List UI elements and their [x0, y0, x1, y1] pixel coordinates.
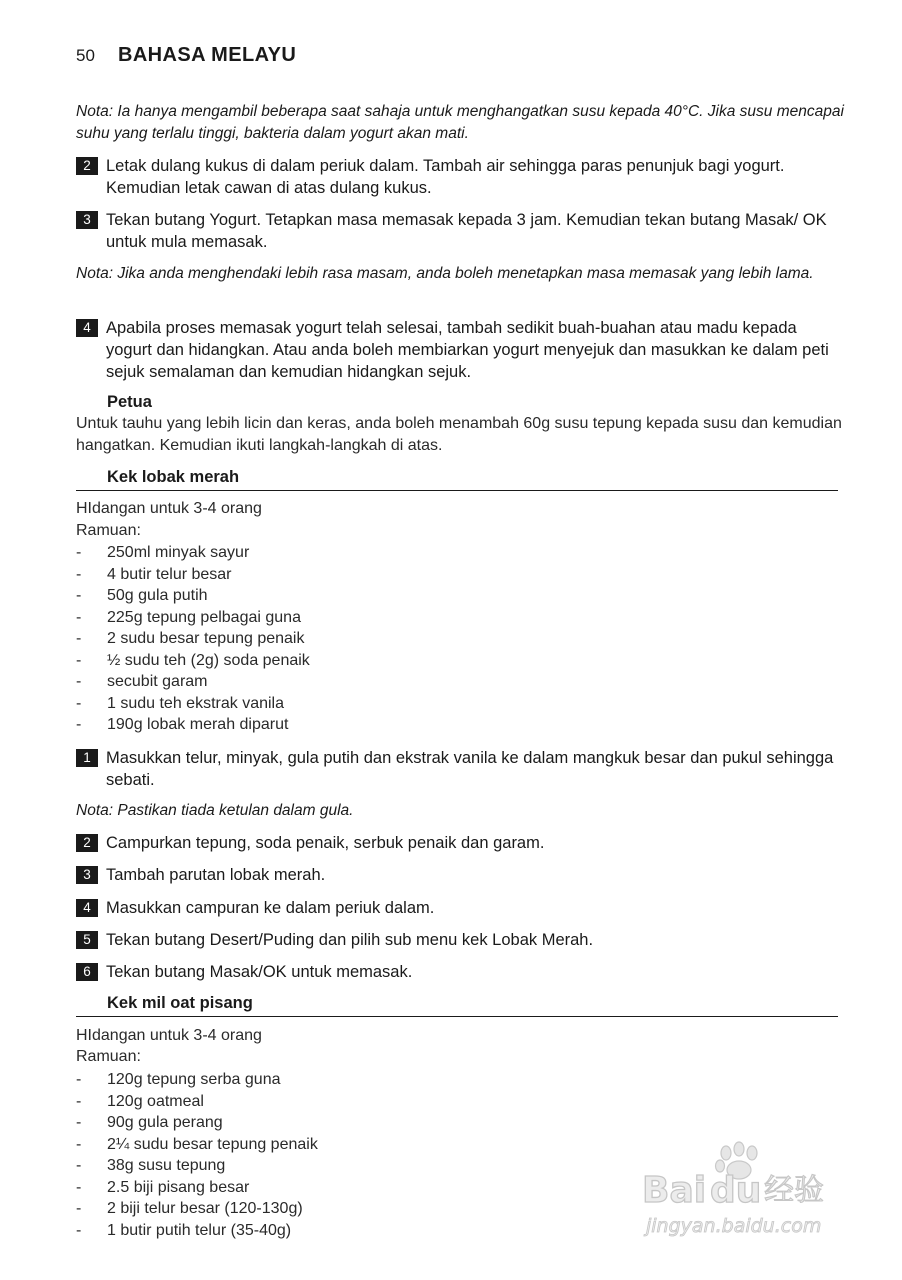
oat-cake-ingredients-label: Ramuan: — [76, 1048, 141, 1065]
step-number-badge: 3 — [76, 211, 98, 229]
watermark-brand-text: Bai — [642, 1170, 707, 1211]
list-dash: - — [76, 587, 82, 604]
list-dash: - — [76, 565, 82, 583]
step-text: Tekan butang Yogurt. Tetapkan masa memasak kepada 3 jam. Kemudian tekan butang Masak/ OK untuk mula memasak. — [106, 211, 827, 251]
carrot-cake-step-2 — [76, 832, 846, 854]
ingredient-text: 250ml minyak sayur — [107, 544, 250, 561]
section-divider — [76, 1016, 838, 1017]
baidu-jingyan-watermark — [640, 1140, 850, 1240]
step-text: Campurkan tepung, soda penaik, serbuk penaik dan garam. — [106, 834, 545, 852]
carrot-cake-servings: HIdangan untuk 3-4 orang — [76, 500, 262, 517]
list-dash: - — [76, 1178, 82, 1196]
watermark-url: jingyan.baidu.com — [646, 1215, 822, 1237]
list-dash: - — [76, 1071, 82, 1088]
ingredient-text: 120g oatmeal — [107, 1092, 204, 1110]
step-text: Masukkan telur, minyak, gula putih dan ekstrak vanila ke dalam mangkuk besar dan pukul sehingga sebati. — [106, 749, 834, 789]
watermark-cn-text: 经验 — [764, 1173, 824, 1208]
ingredient-text: 38g susu tepung — [107, 1157, 226, 1174]
step-number-badge: 1 — [76, 749, 98, 767]
step-text: Apabila proses memasak yogurt telah selesai, tambah sedikit buah-buahan atau madu kepada yogurt dan hidangkan. Atau anda boleh membiarkan yogurt menyejuk dan masukkan ke dalam peti sejuk semalaman dan kemudian hidangkan sejuk. — [106, 319, 829, 381]
section-heading-oat-cake: Kek mil oat pisang — [107, 994, 253, 1012]
step-number-badge: 4 — [76, 899, 98, 917]
list-dash: - — [76, 1114, 82, 1131]
ingredient-text: 50g gula putih — [107, 587, 208, 604]
step-text: Tekan butang Masak/OK untuk memasak. — [106, 963, 413, 981]
section-divider — [76, 490, 838, 491]
step-number-badge: 4 — [76, 319, 98, 337]
list-dash: - — [76, 651, 82, 669]
ingredient-text: 2 sudu besar tepung penaik — [107, 630, 305, 647]
carrot-cake-step-6 — [76, 961, 846, 983]
ingredient-text: 120g tepung serba guna — [107, 1071, 281, 1088]
step-text: Tekan butang Desert/Puding dan pilih sub menu kek Lobak Merah. — [106, 931, 594, 949]
list-dash: - — [76, 716, 82, 733]
watermark-brand-text-2: du — [710, 1170, 762, 1211]
tip-heading: Petua — [107, 393, 152, 411]
page-title: BAHASA MELAYU — [118, 44, 297, 66]
carrot-cake-step-4 — [76, 897, 846, 919]
ingredient-text: 2.5 biji pisang besar — [107, 1178, 250, 1196]
ingredient-text: ½ sudu teh (2g) soda penaik — [107, 651, 310, 669]
list-dash: - — [76, 673, 82, 690]
yogurt-step-4 — [76, 317, 846, 383]
list-dash: - — [76, 1200, 82, 1217]
list-dash: - — [76, 1157, 82, 1174]
list-dash: - — [76, 694, 82, 712]
carrot-cake-ingredients-label: Ramuan: — [76, 522, 141, 539]
ingredient-text: 225g tepung pelbagai guna — [107, 608, 301, 626]
carrot-cake-step-5 — [76, 929, 846, 951]
list-dash: - — [76, 544, 82, 561]
oat-cake-servings: HIdangan untuk 3-4 orang — [76, 1027, 262, 1044]
ingredient-text: 190g lobak merah diparut — [107, 716, 289, 733]
step-text: Masukkan campuran ke dalam periuk dalam. — [106, 899, 435, 917]
yogurt-note-temperature: Nota: Ia hanya mengambil beberapa saat sahaja untuk menghangatkan susu kepada 40°C. Jika susu mencapai suhu yang terlalu tinggi, bakteria dalam yogurt akan mati. — [76, 103, 844, 142]
step-number-badge: 2 — [76, 157, 98, 175]
list-dash: - — [76, 1135, 82, 1153]
step-text: Letak dulang kukus di dalam periuk dalam. Tambah air sehingga paras penunjuk bagi yogurt. Kemudian letak cawan di atas dulang kukus. — [106, 157, 785, 197]
ingredient-text: 90g gula perang — [107, 1114, 223, 1131]
ingredient-text: secubit garam — [107, 673, 208, 690]
step-number-badge: 2 — [76, 834, 98, 852]
list-dash: - — [76, 608, 82, 626]
list-dash: - — [76, 630, 82, 647]
yogurt-step-3 — [76, 209, 846, 253]
ingredient-text: 1 sudu teh ekstrak vanila — [107, 694, 284, 712]
step-number-badge: 5 — [76, 931, 98, 949]
ingredient-text: 4 butir telur besar — [107, 565, 232, 583]
yogurt-note-sourness: Nota: Jika anda menghendaki lebih rasa masam, anda boleh menetapkan masa memasak yang lebih lama. — [76, 265, 814, 282]
list-dash: - — [76, 1092, 82, 1110]
carrot-cake-step-3 — [76, 864, 846, 886]
step-number-badge: 3 — [76, 866, 98, 884]
ingredient-text: 2 biji telur besar (120-130g) — [107, 1200, 303, 1217]
step-text: Tambah parutan lobak merah. — [106, 866, 326, 884]
carrot-cake-note: Nota: Pastikan tiada ketulan dalam gula. — [76, 802, 354, 819]
tip-text: Untuk tauhu yang lebih licin dan keras, anda boleh menambah 60g susu tepung kepada susu dan kemudian hangatkan. Kemudian ikuti langkah-langkah di atas. — [76, 415, 842, 454]
step-number-badge: 6 — [76, 963, 98, 981]
ingredient-text: 2¼ sudu besar tepung penaik — [107, 1135, 318, 1153]
section-heading-carrot-cake: Kek lobak merah — [107, 468, 240, 486]
page-number: 50 — [76, 46, 95, 65]
carrot-cake-step-1 — [76, 747, 846, 791]
ingredient-text: 1 butir putih telur (35-40g) — [107, 1221, 292, 1239]
yogurt-step-2 — [76, 155, 846, 199]
list-dash: - — [76, 1221, 82, 1239]
